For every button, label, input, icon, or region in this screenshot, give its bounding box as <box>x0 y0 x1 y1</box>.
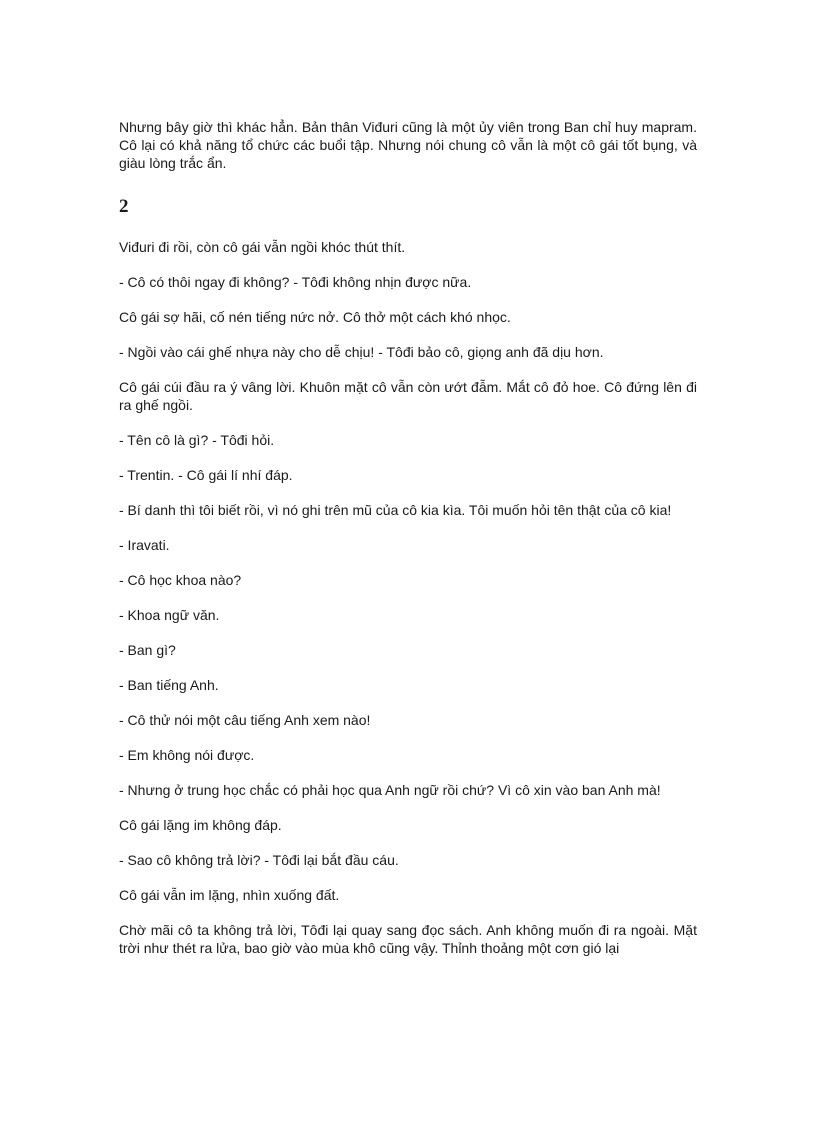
paragraph: - Cô có thôi ngay đi không? - Tôđi không nhịn được nữa. <box>119 274 472 290</box>
paragraph: - Em không nói được. <box>119 747 255 763</box>
intro-paragraph: Nhưng bây giờ thì khác hẳn. Bản thân Viđuri cũng là một ủy viên trong Ban chỉ huy mapram. Cô lại có khả năng tổ chức các buổi tập. Nhưng nói chung cô vẫn là một cô gái tốt bụng, và giàu lòng trắc ẩn. <box>119 119 697 171</box>
paragraph: - Trentin. - Cô gái lí nhí đáp. <box>119 467 293 483</box>
paragraph: Viđuri đi rồi, còn cô gái vẫn ngồi khóc thút thít. <box>119 239 406 255</box>
paragraph: - Khoa ngữ văn. <box>119 607 220 623</box>
paragraph: - Ban gì? <box>119 642 176 658</box>
paragraph: - Cô học khoa nào? <box>119 572 242 588</box>
paragraph: - Nhưng ở trung học chắc có phải học qua Anh ngữ rồi chứ? Vì cô xin vào ban Anh mà! <box>119 782 661 798</box>
paragraph: - Sao cô không trả lời? - Tôđi lại bắt đầu cáu. <box>119 852 399 868</box>
paragraph: Cô gái cúi đầu ra ý vâng lời. Khuôn mặt cô vẫn còn ướt đẫm. Mắt cô đỏ hoe. Cô đứng lên đi ra ghế ngồi. <box>119 379 697 413</box>
paragraph: Cô gái sợ hãi, cố nén tiếng nức nở. Cô thở một cách khó nhọc. <box>119 309 511 325</box>
paragraph: Chờ mãi cô ta không trả lời, Tôđi lại quay sang đọc sách. Anh không muốn đi ra ngoài. Mặt trời như thét ra lửa, bao giờ vào mùa khô cũng vậy. Thỉnh thoảng một cơn gió lại <box>119 922 697 956</box>
document-page <box>119 118 697 957</box>
paragraph: - Tên cô là gì? - Tôđi hỏi. <box>119 432 275 448</box>
paragraph: Cô gái lặng im không đáp. <box>119 817 282 833</box>
paragraph: - Bí danh thì tôi biết rồi, vì nó ghi trên mũ của cô kia kìa. Tôi muốn hỏi tên thật của cô kia! <box>119 502 672 518</box>
paragraph: - Iravati. <box>119 537 170 553</box>
paragraph: - Ban tiếng Anh. <box>119 677 219 693</box>
paragraph: Cô gái vẫn im lặng, nhìn xuống đất. <box>119 887 340 903</box>
paragraph: - Ngồi vào cái ghế nhựa này cho dễ chịu! - Tôđi bảo cô, giọng anh đã dịu hơn. <box>119 344 604 360</box>
paragraph: - Cô thử nói một câu tiếng Anh xem nào! <box>119 712 371 728</box>
section-heading: 2 <box>119 196 129 217</box>
